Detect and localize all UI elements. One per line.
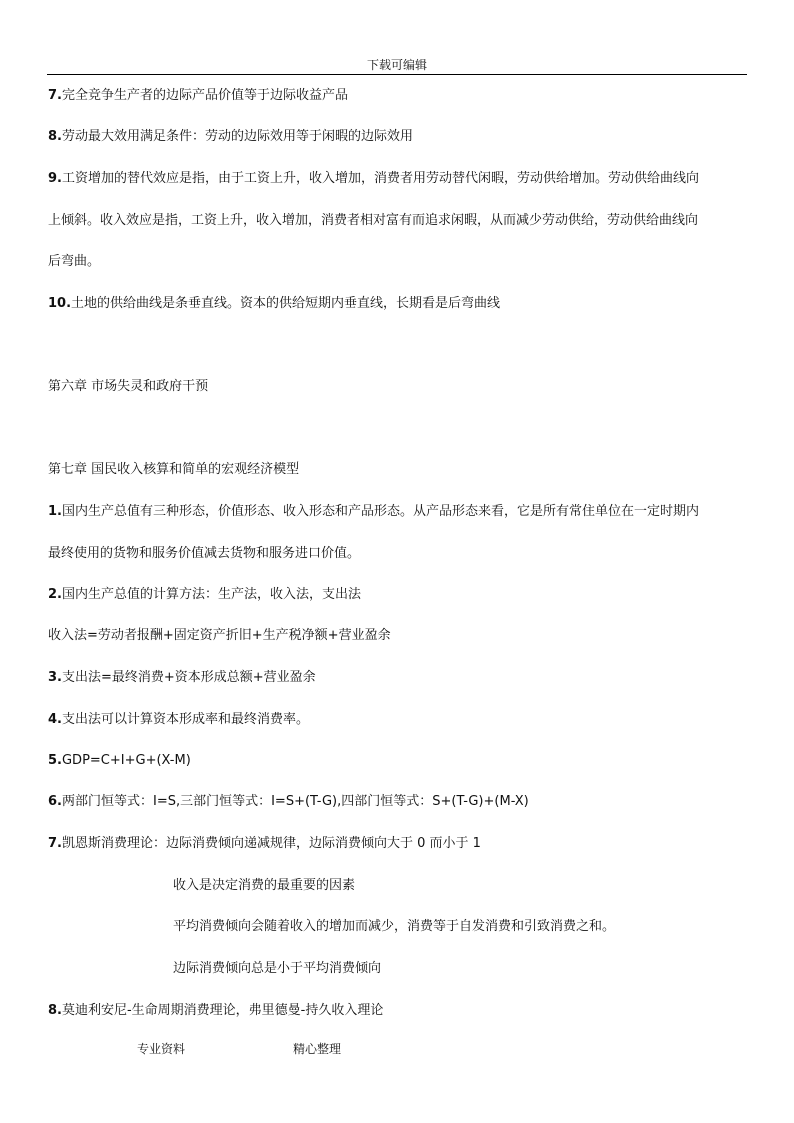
list-item: [48, 585, 361, 605]
list-item: [48, 502, 699, 522]
item-text: 后弯曲。: [48, 254, 101, 269]
item-number: 5.: [48, 753, 62, 768]
list-item: [48, 710, 309, 730]
list-item: [48, 668, 316, 688]
item-text: 莫迪利安尼-生命周期消费理论，弗里德曼-持久收入理论: [61, 1003, 384, 1018]
item-number: 2.: [48, 587, 62, 602]
item-number: 6.: [48, 794, 62, 809]
item-number: 8.: [48, 129, 62, 144]
footer-left-text: 专业资料: [137, 1042, 186, 1056]
item-text: 收入法=劳动者报酬+固定资产折旧+生产税净额+营业盈余: [48, 628, 391, 643]
item-text: 收入是决定消费的最重要的因素: [173, 878, 356, 893]
item-number: 8.: [48, 1003, 62, 1018]
list-item: [48, 169, 699, 189]
item-text: 支出法=最终消费+资本形成总额+营业盈余: [61, 670, 316, 685]
item-text: 国内生产总值的计算方法：生产法，收入法，支出法: [61, 587, 361, 602]
list-item-continuation: [48, 544, 360, 564]
item-text: 上倾斜。收入效应是指，工资上升，收入增加，消费者相对富有而追求闲暇，从而减少劳动供给，劳动供给曲线向: [48, 213, 699, 228]
item-text: 平均消费倾向会随着收入的增加而减少，消费等于自发消费和引致消费之和。: [173, 919, 616, 934]
list-item: [48, 751, 191, 771]
list-item-continuation: [48, 252, 100, 272]
item-number: 3.: [48, 670, 62, 685]
item-text: 边际消费倾向总是小于平均消费倾向: [173, 961, 382, 976]
list-item: [48, 792, 529, 812]
item-text: 第六章 市场失灵和政府干预: [48, 379, 209, 394]
header-title: 下载可编辑: [366, 58, 427, 72]
item-number: 1.: [48, 504, 62, 519]
item-number: 7.: [48, 836, 62, 851]
item-text: 两部门恒等式：I=S,三部门恒等式：I=S+(T-G),四部门恒等式：S+(T-G)+(M-X): [61, 794, 529, 809]
item-text: 凯恩斯消费理论：边际消费倾向递减规律，边际消费倾向大于 0 而小于 1: [61, 836, 481, 851]
item-text: 土地的供给曲线是条垂直线。资本的供给短期内垂直线，长期看是后弯曲线: [71, 296, 501, 311]
footer-right-text: 精心整理: [293, 1042, 342, 1056]
sub-point: [173, 876, 355, 896]
item-text: 国内生产总值有三种形态，价值形态、收入形态和产品形态。从产品形态来看，它是所有常住单位在一定时期内: [61, 504, 699, 519]
item-number: 10.: [48, 296, 72, 311]
list-item: [48, 294, 500, 314]
item-text: 支出法可以计算资本形成率和最终消费率。: [61, 712, 309, 727]
item-number: 9.: [48, 171, 62, 186]
page-header: [47, 56, 747, 75]
list-item-continuation: [48, 211, 698, 231]
chapter-heading: [48, 460, 299, 480]
list-item: [48, 127, 413, 147]
item-text: 第七章 国民收入核算和简单的宏观经济模型: [48, 462, 300, 477]
list-item: [48, 1001, 383, 1021]
item-text: 劳动最大效用满足条件：劳动的边际效用等于闲暇的边际效用: [61, 129, 413, 144]
sub-point: [173, 917, 615, 937]
item-text: 工资增加的替代效应是指，由于工资上升，收入增加，消费者用劳动替代闲暇，劳动供给增加。劳动供给曲线向: [61, 171, 699, 186]
item-number: 7.: [48, 88, 62, 103]
chapter-heading: [48, 377, 208, 397]
item-text: GDP=C+I+G+(X-M): [61, 753, 191, 768]
item-text: 最终使用的货物和服务价值减去货物和服务进口价值。: [48, 546, 361, 561]
list-item: [48, 834, 481, 854]
list-item-continuation: [48, 626, 391, 646]
list-item: [48, 86, 348, 106]
item-text: 完全竞争生产者的边际产品价值等于边际收益产品: [61, 88, 348, 103]
item-number: 4.: [48, 712, 62, 727]
sub-point: [173, 959, 381, 979]
